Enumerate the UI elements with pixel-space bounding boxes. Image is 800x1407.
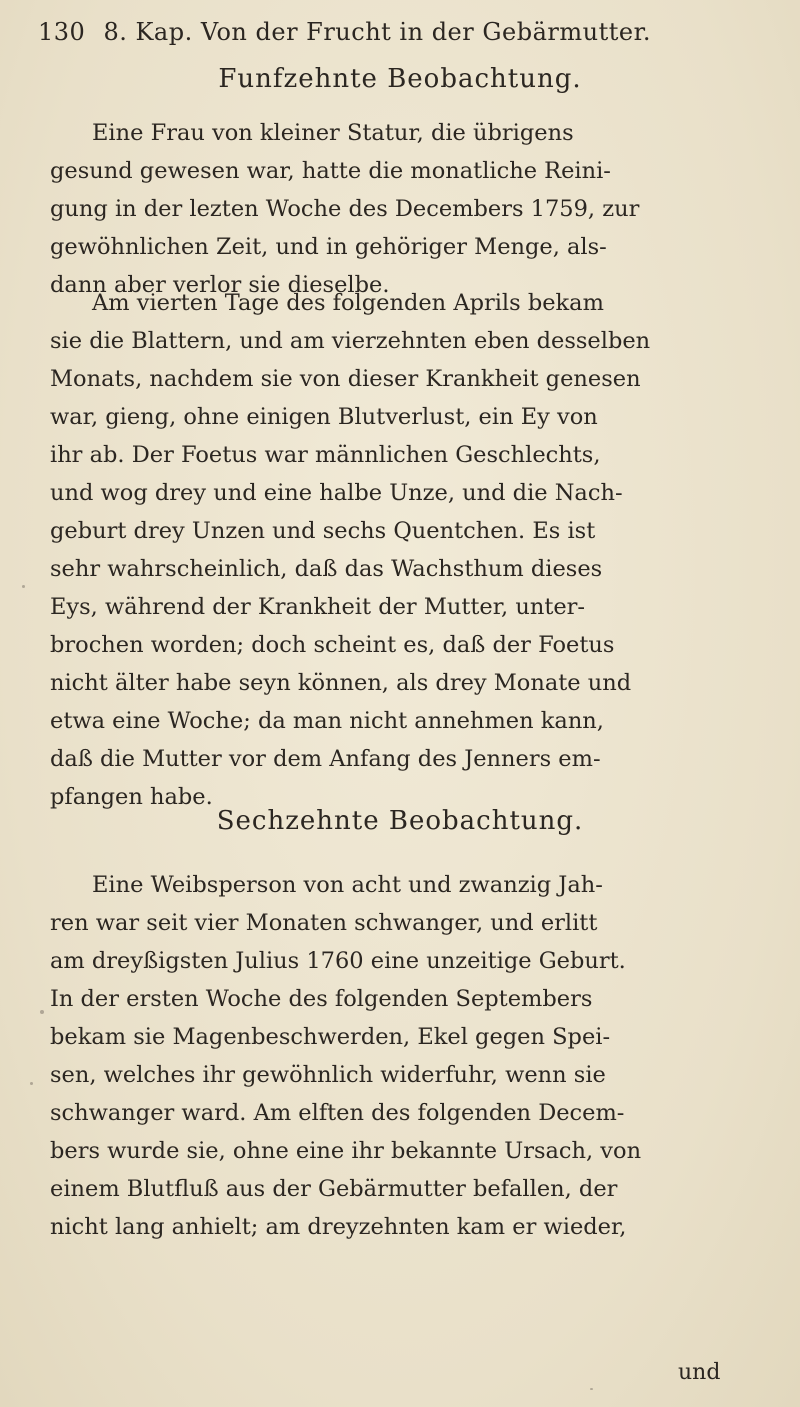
section-heading: Funfzehnte Beobachtung. xyxy=(218,64,582,94)
text-line: Eine Weibsperson von acht und zwanzig Jah- xyxy=(92,872,603,898)
running-head xyxy=(38,18,758,46)
paper-speck xyxy=(30,1082,33,1085)
text-line: ihr ab. Der Foetus war männlichen Geschlechts, xyxy=(50,442,601,468)
text-line: nicht älter habe seyn können, als drey Monate und xyxy=(50,670,632,696)
paper-speck xyxy=(22,585,25,588)
paragraph xyxy=(50,114,770,304)
paragraph xyxy=(50,284,770,816)
text-line: sen, welches ihr gewöhnlich widerfuhr, wenn sie xyxy=(50,1062,606,1088)
text-line: Monats, nachdem sie von dieser Krankheit genesen xyxy=(50,366,641,392)
text-line: bers wurde sie, ohne eine ihr bekannte Ursach, von xyxy=(50,1138,642,1164)
text-line: Eine Frau von kleiner Statur, die übrigens xyxy=(92,120,574,146)
text-line: nicht lang anhielt; am dreyzehnten kam er wieder, xyxy=(50,1214,627,1240)
page-number: 130 xyxy=(38,18,86,46)
paper-speck xyxy=(590,1388,593,1390)
paper-speck xyxy=(40,1010,44,1014)
catchword: und xyxy=(678,1360,721,1385)
text-line: schwanger ward. Am elften des folgenden Decem- xyxy=(50,1100,625,1126)
text-line: geburt drey Unzen und sechs Quentchen. Es ist xyxy=(50,518,596,544)
paragraph xyxy=(50,866,770,1246)
text-line: In der ersten Woche des folgenden Septembers xyxy=(50,986,593,1012)
text-line: ren war seit vier Monaten schwanger, und erlitt xyxy=(50,910,598,936)
text-line: pfangen habe. xyxy=(50,784,213,810)
text-line: daß die Mutter vor dem Anfang des Jenners em- xyxy=(50,746,601,772)
text-line: brochen worden; doch scheint es, daß der Foetus xyxy=(50,632,615,658)
text-line: dann aber verlor sie dieselbe. xyxy=(50,272,390,298)
text-line: sehr wahrscheinlich, daß das Wachsthum dieses xyxy=(50,556,603,582)
text-line: sie die Blattern, und am vierzehnten eben desselben xyxy=(50,328,651,354)
text-line: gewöhnlichen Zeit, und in gehöriger Menge, als- xyxy=(50,234,607,260)
text-line: Eys, während der Krankheit der Mutter, unter- xyxy=(50,594,586,620)
section-heading: Sechzehnte Beobachtung. xyxy=(216,806,584,836)
text-line: und wog drey und eine halbe Unze, und die Nach- xyxy=(50,480,623,506)
text-line: gesund gewesen war, hatte die monatliche Reini- xyxy=(50,158,611,184)
text-line: bekam sie Magenbeschwerden, Ekel gegen Spei- xyxy=(50,1024,611,1050)
text-line: einem Blutfluß aus der Gebärmutter befallen, der xyxy=(50,1176,618,1202)
text-line: gung in der lezten Woche des Decembers 1759, zur xyxy=(50,196,640,222)
text-line: am dreyßigsten Julius 1760 eine unzeitige Geburt. xyxy=(50,948,626,974)
text-line: Am vierten Tage des folgenden Aprils bekam xyxy=(92,290,604,316)
running-title: 8. Kap. Von der Frucht in der Gebärmutter. xyxy=(103,18,652,46)
text-line: war, gieng, ohne einigen Blutverlust, ein Ey von xyxy=(50,404,598,430)
text-line: etwa eine Woche; da man nicht annehmen kann, xyxy=(50,708,604,734)
